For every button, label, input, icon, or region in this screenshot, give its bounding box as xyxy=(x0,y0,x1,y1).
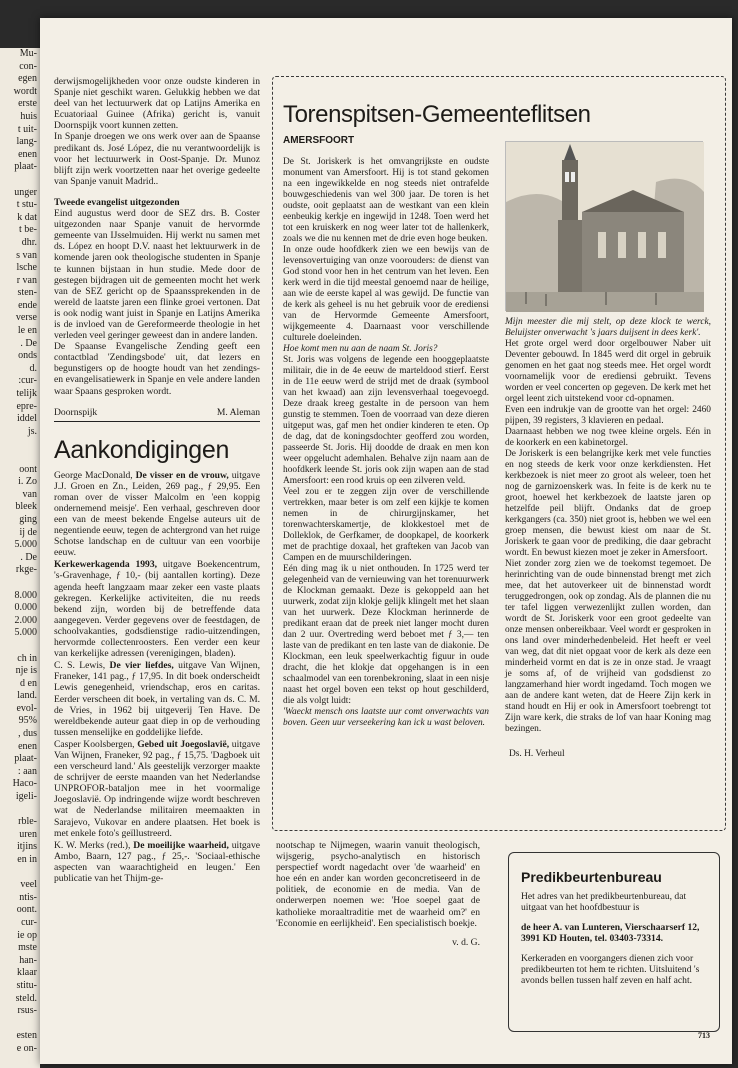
prev-page-fragment: dhr. xyxy=(21,236,37,248)
prev-page-fragment xyxy=(0,174,40,187)
prev-page-fragment: con- xyxy=(19,60,37,72)
prev-page-fragment: oont xyxy=(19,463,37,475)
prev-page-fragment: . De xyxy=(20,337,37,349)
prev-page-fragment xyxy=(0,867,40,880)
divider xyxy=(54,421,260,422)
prev-page-fragment: . De xyxy=(20,551,37,563)
prev-page-fragment: : aan xyxy=(17,765,37,777)
predikbeurten-title: Predikbeurtenbureau xyxy=(521,869,662,885)
church-article-paragraph: De St. Joriskerk is het omvangrijkste en oudste monument van Amersfoort. Hij is tot stand gekomen na een ingewikkelde en nog steeds niet ontrafelde bouwgeschiedenis van wel 300 jaar. De toren is het oudste, ooit geplaatst aan de westkant van een klein eenbeukig kerkje en ingewijd in 1248. Toen werd het tot een kruiskerk en nog weer later tot de hallenkerk, zoals we die nu kennen met de drie even hoge beuken. xyxy=(283,157,489,244)
predikbeurten-note: Kerkeraden en voorgangers dienen zich voor predikbeurten tot hem te richten. Uitsluitend 's avonds bellen tussen half zeven en half acht. xyxy=(521,952,700,987)
prev-page-fragment xyxy=(0,438,40,451)
announcement-book-title: Gebed uit Joegoslavië, xyxy=(137,738,230,750)
prev-page-fragment: 5.000 xyxy=(14,627,37,639)
prev-page-fragment: ging xyxy=(19,513,37,525)
bottom-middle-text: nootschap te Nijmegen, waarin vanuit theologisch, wijsgerig, psycho-analytisch en historisch perspectief wordt nagedacht over 'de waarheid' en hoe eén en ander kan worden geconcretiseerd in de politiek, de economie en de media. Van de onderwerpen noemen we: 'Hoe soepel gaat de katholieke moraaltraditie met de waarheid om?' en 'Economie en eerlijkheid'. Een specialistisch boekje. xyxy=(276,840,480,929)
prev-page-fragment: igeli- xyxy=(15,791,37,803)
prev-page-fragment: rble- xyxy=(18,816,37,828)
prev-page-fragment: stitu- xyxy=(16,979,37,991)
announcement-description: uitgave Ambo, Baarn, 127 pag., ƒ 25,-. 'Sociaal-ethische aspecten van waarachtigheid en leugen.' Een publicatie van het Thijm-ge- xyxy=(54,839,260,884)
church-article-paragraph: St. Joris was volgens de legende een hooggeplaatste militair, die in de 4e eeuw de marteldood stierf. Eerst in de 11e eeuw werd de strijd met de draak (symbool van het kwaad) aan zijn levensverhaal toegevoegd. Deze draak kreeg gestalte in de persoon van hem gunstig te stemmen. Toen de voorraad van deze dieren uitgeput was, gaf men het ondier kinderen te eten. Op de dag, dat de koningsdochter geofferd zou worden, passeerde St. Joris. Hij doodde de draak en men kon weer opgelucht ademhalen. Behalve zijn naam aan de hoofdkerk leende St. joris ook zijn wapen aan de stad Amersfoort: een rood kruis op een zilveren veld. xyxy=(283,355,489,486)
prev-page-fragment: bleek xyxy=(15,501,37,513)
church-article-paragraph: 'Waeckt mensch ons laatste uur comt onverwachts van boven. Geen uur verseekering kan ick u wast beloven. xyxy=(283,707,489,728)
prev-page-fragment: egen xyxy=(18,73,37,85)
prev-page-fragment: epre- xyxy=(16,400,37,412)
prev-page-fragment: 8.000 xyxy=(14,589,37,601)
prev-page-fragment: steld. xyxy=(15,992,37,1004)
predikbeurten-box xyxy=(508,852,720,1032)
prev-page-fragment: enen xyxy=(18,740,37,752)
prev-page-fragment: veel xyxy=(20,879,37,891)
prev-page-fragment: d. xyxy=(29,362,37,374)
prev-page-fragment: klaar xyxy=(17,967,37,979)
prev-page-fragment: 0.000 xyxy=(14,602,37,614)
prev-page-fragment: plaat- xyxy=(14,161,37,173)
announcement-description: uitgave Van Wijnen, Franeker, 92 pag., ƒ 15,75. 'Dagboek uit een verscheurd land.' Als geestelijk verzorger maakte de schrijver de eerste maanden van het Nederlandse UNPROFOR-bataljon mee in het voormalige Joegoslavië. Op indringende wijze wordt beschreven wat de Nederlandse militairen meemaakten in Sarajevo, Vukovar en andere plaatsen. Het boek is met enkele foto's geïllustreerd. xyxy=(54,738,261,839)
announcement-description: uitgave Boekencentrum, 's-Gravenhage, ƒ 10,- (bij aantallen korting). Deze agenda heeft langzaam maar zeker een vaste plaats gekregen. Kerkelijke activiteiten, die nu reeds bekend zijn, worden bij de betreffende data aangegeven. Verder gegevens over de feestdagen, de schoolvakanties, godsdienstige radio-uitzendingen, hervormde collectenroosters. Een verder een keur van kerkelijke adressen (verenigingen, bladen). xyxy=(54,559,260,660)
prev-page-fragment: e on- xyxy=(16,1042,37,1054)
announcement-description: uitgave Van Wijnen, Franeker, 141 pag., ƒ 17,95. In dit boek onderscheidt Lewis genegenheid, vriendschap, eros en caritas. Eerder verscheen dit boek, in vertaling van ds. C. M. de Vries, in 1962 bij uitgeverij Ten Have. De wereldbekende auteur gaat diep in op de verhouding tussen menselijke en goddelijke liefde. xyxy=(54,660,260,738)
prev-page-fragment: telijk xyxy=(16,388,37,400)
prev-page-fragment: ende xyxy=(18,299,37,311)
predikbeurten-address: de heer A. van Lunteren, Vierschaarserf 12, 3991 KD Houten, tel. 03403-73314. xyxy=(521,921,700,945)
spain-paragraph: In Spanje droegen we ons werk over aan de Spaanse predikant ds. José López, die nu verantwoordelijk is voor het lectuurwerk in Oost-Spanje. Dr. Munoz blijft zijn werk voortzetten naar het overige gedeelte van Spanje vanuit Madrid.. xyxy=(54,131,260,187)
engraving-caption: Mijn meester die mij stelt, op deze klock te werck, Beluijster onverwacht 's jaars duijsent in dees kerk'. xyxy=(505,317,711,338)
prev-page-fragment: esten xyxy=(16,1030,37,1042)
announcement-book-title: Kerkewerkagenda 1993, xyxy=(54,559,158,571)
prev-page-fragment: en in xyxy=(17,854,37,865)
announcement-author: K. W. Merks (red.), xyxy=(54,839,134,851)
prev-page-fragment: , dus xyxy=(18,728,37,740)
prev-page-fragment: r van xyxy=(16,274,37,286)
announcement-book-title: De moeilijke waarheid, xyxy=(133,839,229,851)
church-article-paragraph: Het grote orgel werd door orgelbouwer Naber uit Deventer gebouwd. In 1845 werd dit orgel in gebruik genomen en het gaat nog steeds mee. Het orgel wordt voornamelijk voor de erediensi gebruikt. Tevens worden er veel concerten op gegeven. De kerk met het orgel leent zich uitstekend voor cd-opnamen. xyxy=(505,339,711,404)
announcement-item xyxy=(54,739,260,839)
church-article-paragraph: In onze oude hoofdkerk zien we een bewijs van de levensovertuiging van onze voorouders: de dienst van God stond voor hen in het centrum van het leven. Een kerk werd in die tijd meestal genoemd naar de heilige, aan wie de eerste kapel al was gewijd. De functie van de kerk als geheel is nu het gebruik voor de erediensi van de Hervormde Gemeente Amersfoort, wijkgemeente 4. Daarnaast voor verschillende culturele doeleinden. xyxy=(283,245,489,343)
church-article-paragraph: Daarnaast hebben we nog twee kleine orgels. Eén in de koorkerk en een kabinetorgel. xyxy=(505,427,711,448)
prev-page-fragment: t be- xyxy=(18,224,37,236)
announcement-book-title: De visser en de vrouw, xyxy=(135,469,229,481)
page-number: 713 xyxy=(698,1031,710,1040)
prev-page-fragment: han- xyxy=(19,954,37,966)
prev-page-fragment: itjins xyxy=(16,841,37,853)
article-signature xyxy=(54,407,260,418)
prev-page-fragment: ie op xyxy=(17,929,37,941)
announcements xyxy=(54,436,260,884)
zendingsbode-paragraph: De Spaanse Evangelische Zending geeft een contactblad 'Zendingsbode' uit, dat lezers en begunstigers op de hoogte houdt van het zendings- en evangelisatiewerk in Spanje en vele andere landen waar Spaans gesproken wordt. xyxy=(54,341,260,397)
torenspitsen-title: Torenspitsen-Gemeenteflitsen xyxy=(283,101,591,128)
bottom-middle-column xyxy=(276,840,480,948)
prev-page-fragment xyxy=(0,577,40,590)
prev-page-fragment: 95% xyxy=(18,715,37,727)
prev-page-fragment xyxy=(0,451,40,464)
bottom-middle-signature: v. d. G. xyxy=(452,936,480,948)
church-article-paragraph: Hoe komt men nu aan de naam St. Joris? xyxy=(283,344,438,354)
prev-page-fragment: verse xyxy=(15,312,37,324)
prev-page-fragment: oont. xyxy=(16,904,37,916)
prev-page-fragment: evol- xyxy=(16,702,37,714)
signature-place: Doornspijk xyxy=(54,406,98,418)
prev-page-fragment: lang- xyxy=(16,136,37,148)
prev-page-fragment xyxy=(0,640,40,653)
church-article-paragraph: De Joriskerk is een belangrijke kerk met vele functies en nog steeds de kerk voor onze kerkdiensten. Het kerkbezoek is niet meer zo groot als weleer, toen het nog de garnizoenskerk was. In feite is de kerk nu te groot, hoewel het kerkbezoek de laatste jaren op hetzelfde peil blijft. Ondanks dat de groep kerkgangers (ca. 350) niet groot is, hebben we wel een groep mensen, die bewust kiest om naar de St. Joriskerk te gaan voor de prediking, die daar gebracht wordt. En bewust kiezen moet je zeker in Amersfoort. xyxy=(505,449,711,558)
church-article-paragraph: Eén ding mag ik u niet onthouden. In 1725 werd ter gelegenheid van de vernieuwing van het torenuurwerk de Klockman gemaakt. Deze is gekoppeld aan het uurwerk, zodat zijn klokje gelijk klingelt met het slaan van het uurwerk. Deze Klockman herinnerde de predikant eraan dat de preek niet langer mocht duren dan 2 uur. Overtreding werd beboet met ƒ 3,— ten laste van de predikant en ten laste van de diakonie. De Klockman, een leuk speelwerkachtig figuur in oude dracht, die het klokje dat opgehangen is in een schaalmodel van een torenbekroning, slaat in een nisje naast het orgel boven een tekst op hout geschilderd, die als volgt luidt: xyxy=(283,564,489,706)
prev-page-fragment: land. xyxy=(17,690,37,702)
church-article-paragraph: Niet zonder zorg zien we de toekomst tegemoet. De herinrichting van de oude binnenstad brengt met zich mee, dat het autoverkeer uit de binnenstad wordt teruggedrongen, ook op zondag. Als de plannen die nu ter tafel liggen verwezenlijkt zullen worden, dan wordt de St. Joriskerk voor een groot gedeelte van onze mensen onbereikbaar. Veel wordt er gesproken in ons land over minderhedenbeleid. Het heeft er veel van weg, dat dit niet opgaat voor de kerk als deze een minderheid vormt en dat is ze in onze stad. Je vraagt je soms af, of de vrijheid van godsdienst zo langzamerhand hier wordt ingedamd. Toch mogen we aan de andere kant weten, dat de Heere Zijn kerk in stand houdt en Hij er ook in Amersfoort toebrengt tot Zijn ware kerk, die straks de lof van haar Koning mag bezingen. xyxy=(505,559,711,734)
magazine-page xyxy=(40,18,732,1064)
announcement-list xyxy=(54,470,260,884)
predikbeurten-intro: Het adres van het predikbeurtenbureau, dat uitgaat van het hoofdbestuur is xyxy=(521,891,687,914)
section-heading: Tweede evangelist uitgezonden xyxy=(54,196,180,208)
prev-page-fragment: mste xyxy=(18,942,37,954)
prev-page-fragment xyxy=(0,804,40,817)
prev-page-fragment: t stu- xyxy=(16,199,37,211)
announcement-book-title: De vier liefdes, xyxy=(109,660,174,672)
prev-page-fragment: plaat- xyxy=(14,753,37,765)
prev-page-fragment: cur- xyxy=(21,916,37,928)
prev-page-fragment: erste xyxy=(18,98,37,110)
prev-page-fragment: unger xyxy=(14,186,37,198)
box-right-column xyxy=(505,151,711,760)
announcements-title: Aankondigingen xyxy=(54,435,230,464)
prev-page-fragment: js. xyxy=(27,425,37,437)
prev-page-fragment: :cur- xyxy=(18,375,37,387)
prev-page-fragment: t uit- xyxy=(17,123,37,135)
announcement-author: C. S. Lewis, xyxy=(54,660,110,672)
prev-page-fragment: le en xyxy=(17,325,37,337)
prev-page-fragment: van xyxy=(22,488,37,500)
prev-page-fragment: sten- xyxy=(17,287,37,299)
place-heading: AMERSFOORT xyxy=(283,135,355,146)
prev-page-fragment: ntis- xyxy=(19,891,37,903)
announcement-author: George MacDonald, xyxy=(54,469,136,481)
prev-page-fragment: ch in xyxy=(17,652,37,664)
prev-page-fragment: Mu- xyxy=(19,48,37,59)
church-article-paragraph: Veel zou er te zeggen zijn over de verschillende vertrekken, maar beter is om zelf een kijkje te komen nemen in de chirurgijnskamer, het torenwachterskamertje, de klokkestoel met de Dolleklok, de Gerfkamer, de doopkapel, de koorkerk met de prachtige doxaal, het grafteken van Jacob van Campen en de muurschilderingen. xyxy=(283,487,489,563)
prev-page-fragment: 5.000 xyxy=(14,539,37,551)
announcement-item xyxy=(54,559,260,659)
prev-page-fragment: lsche xyxy=(16,262,37,274)
prev-page-fragment: k dat xyxy=(17,211,37,223)
prev-page-fragment: ij de xyxy=(19,526,37,538)
prev-page-fragment: huis xyxy=(20,110,37,122)
box-left-column xyxy=(283,157,489,729)
prev-page-fragment: d en xyxy=(20,677,37,689)
intro-paragraph: derwijsmogelijkheden voor onze oudste kinderen in Spanje niet geschikt waren. Gelukkig hebben we dat deel van het lectuurwerk dat op Latijns Amerika en Ecuatoriaal Guinee (Afrika) gericht is, vanuit Doornspijk voort kunnen zetten. xyxy=(54,76,260,132)
church-article-paragraph: Even een indrukje van de grootte van het orgel: 2460 pijpen, 39 registers, 3 klavieren en pedaal. xyxy=(505,405,711,426)
previous-page-edge xyxy=(0,48,40,1068)
box-right-text xyxy=(505,339,711,735)
church-engraving-image xyxy=(505,141,703,311)
evangelist-paragraph: Eind augustus werd door de SEZ drs. B. Coster uitgezonden naar Spanje vanuit de hervormde gemeente van IJsselmuiden. Hij werkt nu samen met ds. López en hoopt D.V. naast het lektuurwerk in de komende jaren ook theologische studenten in Spanje te kunnen bijstaan in hun studie. Mede door de gestegen bijdragen uit de gemeenten mocht het werk van de SEZ gericht op de Spaanssprekenden in de wereld de laatste jaren een flinke groei vertonen. Dat is ook nodig want juist in Spanje en Latijns Amerika is de invloed van de Gereformeerde theologie in het verleden veel geringer geweest dan in andere landen. xyxy=(54,208,260,342)
announcement-author: Casper Koolsbergen, xyxy=(54,738,138,750)
prev-page-fragment: s van xyxy=(16,249,37,261)
prev-page-fragment: Haco- xyxy=(12,778,37,790)
prev-page-fragment: onds xyxy=(18,350,37,362)
announcement-item xyxy=(54,660,260,738)
announcement-item xyxy=(54,840,260,884)
prev-page-fragment: nje is xyxy=(15,665,37,677)
prev-page-fragment: i. Zo xyxy=(18,476,37,488)
torenspitsen-box xyxy=(272,76,726,831)
prev-page-fragment: enen xyxy=(18,148,37,160)
prev-page-fragment: rkge- xyxy=(15,564,37,576)
prev-page-fragment: iddel xyxy=(17,413,37,425)
prev-page-fragment: rsus- xyxy=(17,1005,37,1017)
prev-page-fragment: wordt xyxy=(13,85,37,97)
box-signature: Ds. H. Verheul xyxy=(509,749,565,759)
announcement-description: uitgave J.J. Groen en Zn., Leiden, 269 pag., ƒ 29,95. Een roman over de visser Malcolm en 'een koppig ondernemend meisje'. Een verhaal, geschreven door een van de meest bekende Engelse auteurs uit de negentiende eeuw, tegen de achtergrond van het ruige Schotse landschap en de cultuur van een voorbije eeuw. xyxy=(54,469,261,559)
announcement-item xyxy=(54,470,260,559)
prev-page-fragment: 2.000 xyxy=(14,614,37,626)
signature-name: M. Aleman xyxy=(216,406,260,418)
prev-page-fragment: uren xyxy=(19,828,37,840)
church-illustration xyxy=(506,142,704,312)
left-column xyxy=(54,76,260,885)
prev-page-fragment xyxy=(0,1018,40,1031)
